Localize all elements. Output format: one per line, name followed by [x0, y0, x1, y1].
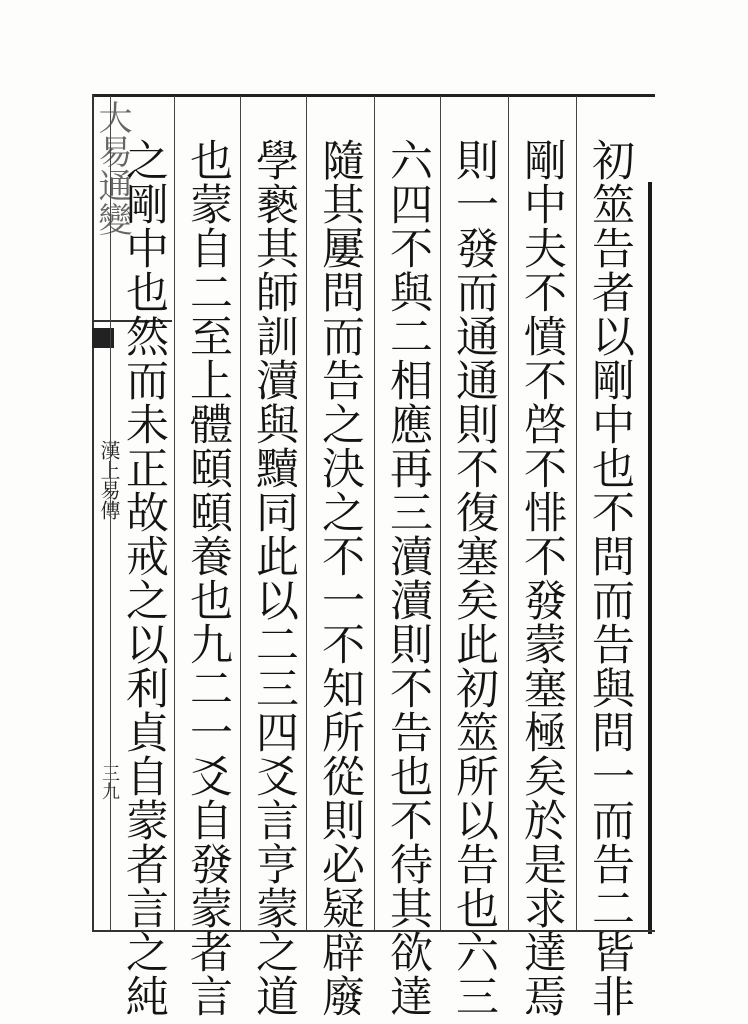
text-column: 之剛中也然而未正故戒之以利貞自蒙者言之純 — [119, 138, 169, 1018]
text-column: 學褻其師訓瀆與黷同此以二三四爻言亨蒙之道 — [249, 138, 299, 1018]
column-rule — [174, 96, 175, 930]
text-column: 初筮告者以剛中也不問而告與問一而告二皆非 — [585, 138, 635, 1018]
column-rule — [508, 96, 509, 930]
frame-right-rule — [648, 182, 652, 934]
column-rule — [374, 96, 375, 930]
frame-bottom-rule — [92, 930, 655, 932]
text-column: 隨其屢問而告之決之不一不知所從則必疑辟廢 — [315, 138, 365, 1018]
column-rule — [440, 96, 441, 930]
text-column: 則一發而通通則不復塞矣此初筮所以告也六三 — [449, 138, 499, 1018]
text-column: 剛中夫不憤不啓不悱不發蒙塞極矣於是求達焉 — [517, 138, 567, 1018]
book-title: 漢上易傳 — [97, 440, 121, 520]
column-rule — [240, 96, 241, 930]
page-number: 三九 — [99, 764, 120, 800]
column-rule — [576, 96, 577, 930]
column-rule — [306, 96, 307, 930]
text-column: 六四不與二相應再三瀆瀆則不告也不待其欲達 — [383, 138, 433, 1018]
text-column: 也蒙自二至上體頤頤養也九二一爻自發蒙者言 — [183, 138, 233, 1018]
column-rule — [110, 96, 111, 930]
margin-title: 大易通變 — [92, 100, 132, 236]
